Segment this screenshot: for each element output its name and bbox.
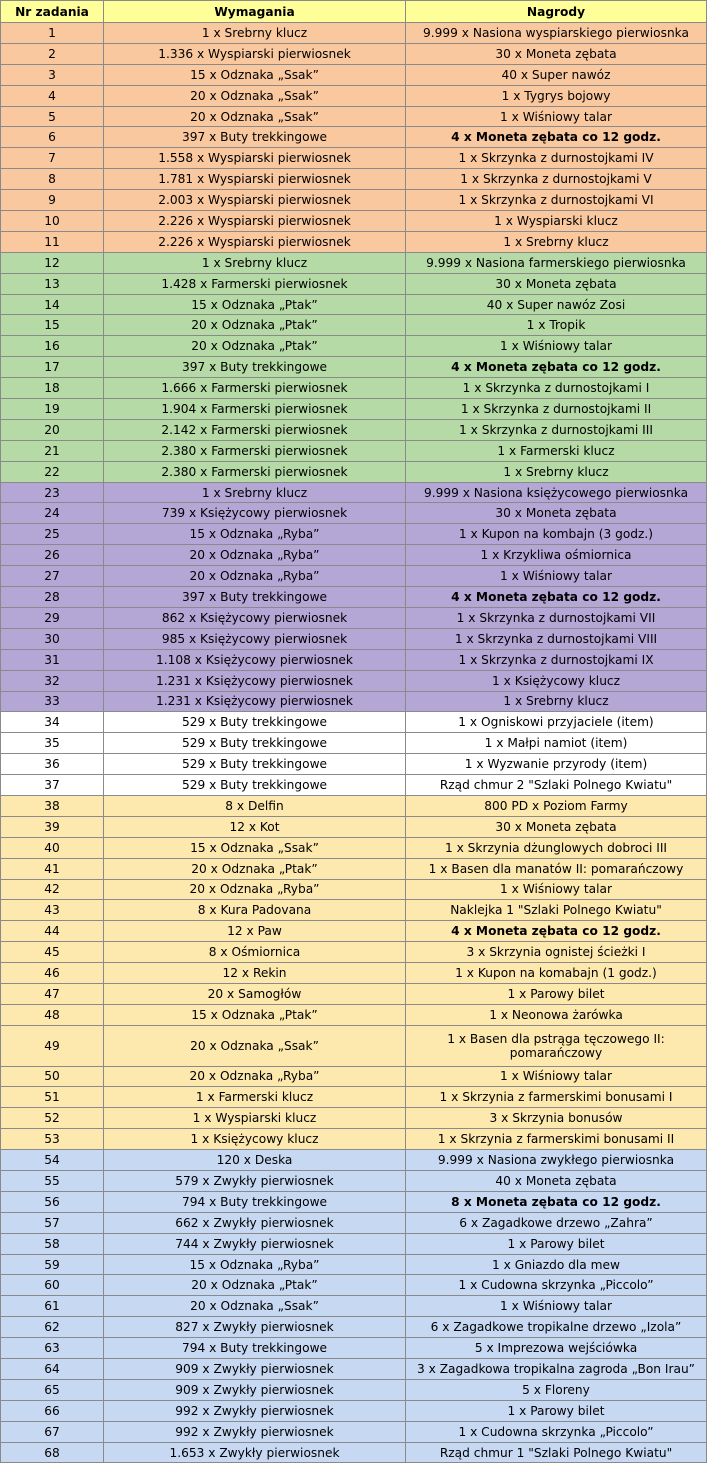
- task-number-cell: 60: [1, 1275, 104, 1296]
- task-number-cell: 68: [1, 1442, 104, 1463]
- table-row: [1, 231, 707, 252]
- reward-cell: 1 x Wiśniowy talar: [406, 106, 707, 127]
- table-row: [1, 148, 707, 169]
- task-number-cell: 28: [1, 587, 104, 608]
- task-number-cell: 33: [1, 691, 104, 712]
- task-number-cell: 26: [1, 545, 104, 566]
- table-row: [1, 419, 707, 440]
- task-number-cell: 10: [1, 211, 104, 232]
- table-row: [1, 1296, 707, 1317]
- table-row: [1, 775, 707, 796]
- reward-cell: 1 x Cudowna skrzynka „Piccolo”: [406, 1275, 707, 1296]
- table-row: [1, 837, 707, 858]
- requirement-cell: 397 x Buty trekkingowe: [104, 587, 406, 608]
- task-number-cell: 63: [1, 1338, 104, 1359]
- reward-cell: 6 x Zagadkowe tropikalne drzewo „Izola”: [406, 1317, 707, 1338]
- task-number-cell: 32: [1, 670, 104, 691]
- reward-cell: 1 x Skrzynia z farmerskimi bonusami I: [406, 1087, 707, 1108]
- table-row: [1, 1212, 707, 1233]
- task-number-cell: 19: [1, 399, 104, 420]
- requirement-cell: 862 x Księżycowy pierwiosnek: [104, 607, 406, 628]
- task-number-cell: 62: [1, 1317, 104, 1338]
- table-row: [1, 1359, 707, 1380]
- reward-cell: 30 x Moneta zębata: [406, 503, 707, 524]
- table-row: [1, 482, 707, 503]
- task-number-cell: 64: [1, 1359, 104, 1380]
- requirement-cell: 909 x Zwykły pierwiosnek: [104, 1359, 406, 1380]
- requirement-cell: 1 x Srebrny klucz: [104, 252, 406, 273]
- task-number-cell: 13: [1, 273, 104, 294]
- reward-cell: 1 x Wiśniowy talar: [406, 1066, 707, 1087]
- table-header: [1, 1, 707, 23]
- reward-cell: 5 x Floreny: [406, 1379, 707, 1400]
- task-number-cell: 11: [1, 231, 104, 252]
- reward-cell: 9.999 x Nasiona farmerskiego pierwiosnka: [406, 252, 707, 273]
- task-number-cell: 14: [1, 294, 104, 315]
- requirement-cell: 15 x Odznaka „Ssak”: [104, 64, 406, 85]
- requirement-cell: 20 x Odznaka „Ssak”: [104, 1296, 406, 1317]
- task-number-cell: 66: [1, 1400, 104, 1421]
- table-row: [1, 587, 707, 608]
- reward-cell: 1 x Skrzynka z durnostojkami III: [406, 419, 707, 440]
- requirement-cell: 12 x Kot: [104, 816, 406, 837]
- reward-cell: 8 x Moneta zębata co 12 godz.: [406, 1191, 707, 1212]
- task-number-cell: 2: [1, 43, 104, 64]
- task-number-cell: 9: [1, 190, 104, 211]
- table-row: [1, 1317, 707, 1338]
- requirement-cell: 985 x Księżycowy pierwiosnek: [104, 628, 406, 649]
- table-row: [1, 983, 707, 1004]
- reward-cell: 1 x Wiśniowy talar: [406, 336, 707, 357]
- task-number-cell: 47: [1, 983, 104, 1004]
- reward-cell: 3 x Skrzynia ognistej ścieżki I: [406, 942, 707, 963]
- reward-cell: 800 PD x Poziom Farmy: [406, 795, 707, 816]
- requirement-cell: 579 x Zwykły pierwiosnek: [104, 1171, 406, 1192]
- requirement-cell: 662 x Zwykły pierwiosnek: [104, 1212, 406, 1233]
- reward-cell: 1 x Wyzwanie przyrody (item): [406, 754, 707, 775]
- requirement-cell: 2.380 x Farmerski pierwiosnek: [104, 440, 406, 461]
- task-number-cell: 4: [1, 85, 104, 106]
- requirement-cell: 12 x Paw: [104, 921, 406, 942]
- task-number-cell: 7: [1, 148, 104, 169]
- table-row: [1, 315, 707, 336]
- table-row: [1, 1379, 707, 1400]
- header-nr: Nr zadania: [1, 1, 104, 23]
- table-row: [1, 1150, 707, 1171]
- reward-cell: 9.999 x Nasiona zwykłego pierwiosnka: [406, 1150, 707, 1171]
- task-number-cell: 20: [1, 419, 104, 440]
- requirement-cell: 15 x Odznaka „Ptak”: [104, 294, 406, 315]
- table-row: [1, 1191, 707, 1212]
- requirement-cell: 20 x Samogłów: [104, 983, 406, 1004]
- task-number-cell: 15: [1, 315, 104, 336]
- reward-cell: 40 x Moneta zębata: [406, 1171, 707, 1192]
- table-row: [1, 1066, 707, 1087]
- table-row: [1, 921, 707, 942]
- table-row: [1, 1421, 707, 1442]
- reward-cell: 40 x Super nawóz Zosi: [406, 294, 707, 315]
- reward-cell: 9.999 x Nasiona wyspiarskiego pierwiosnka: [406, 23, 707, 44]
- reward-cell: 6 x Zagadkowe drzewo „Zahra”: [406, 1212, 707, 1233]
- requirement-cell: 2.226 x Wyspiarski pierwiosnek: [104, 211, 406, 232]
- task-number-cell: 30: [1, 628, 104, 649]
- table-row: [1, 754, 707, 775]
- requirement-cell: 1 x Księżycowy klucz: [104, 1129, 406, 1150]
- requirement-cell: 529 x Buty trekkingowe: [104, 775, 406, 796]
- task-number-cell: 49: [1, 1025, 104, 1066]
- reward-cell: 1 x Gniazdo dla mew: [406, 1254, 707, 1275]
- task-number-cell: 23: [1, 482, 104, 503]
- reward-cell: 5 x Imprezowa wejściówka: [406, 1338, 707, 1359]
- requirement-cell: 794 x Buty trekkingowe: [104, 1191, 406, 1212]
- table-row: [1, 399, 707, 420]
- requirement-cell: 20 x Odznaka „Ptak”: [104, 336, 406, 357]
- reward-cell: 1 x Krzykliwa ośmiornica: [406, 545, 707, 566]
- table-row: [1, 942, 707, 963]
- requirement-cell: 2.226 x Wyspiarski pierwiosnek: [104, 231, 406, 252]
- table-row: [1, 900, 707, 921]
- table-row: [1, 336, 707, 357]
- reward-cell: 1 x Skrzynia z farmerskimi bonusami II: [406, 1129, 707, 1150]
- table-row: [1, 795, 707, 816]
- reward-cell: 30 x Moneta zębata: [406, 816, 707, 837]
- table-row: [1, 1171, 707, 1192]
- header-row: [1, 1, 707, 23]
- table-row: [1, 628, 707, 649]
- task-number-cell: 57: [1, 1212, 104, 1233]
- requirement-cell: 1.904 x Farmerski pierwiosnek: [104, 399, 406, 420]
- task-number-cell: 37: [1, 775, 104, 796]
- task-number-cell: 41: [1, 858, 104, 879]
- reward-cell: 1 x Kupon na komabajn (1 godz.): [406, 963, 707, 984]
- task-number-cell: 16: [1, 336, 104, 357]
- reward-cell: 1 x Skrzynia dżunglowych dobroci III: [406, 837, 707, 858]
- requirement-cell: 2.142 x Farmerski pierwiosnek: [104, 419, 406, 440]
- reward-cell: 4 x Moneta zębata co 12 godz.: [406, 357, 707, 378]
- reward-cell: 1 x Kupon na kombajn (3 godz.): [406, 524, 707, 545]
- requirement-cell: 1 x Farmerski klucz: [104, 1087, 406, 1108]
- reward-cell: 1 x Parowy bilet: [406, 983, 707, 1004]
- table-row: [1, 1275, 707, 1296]
- reward-cell: 1 x Skrzynka z durnostojkami VIII: [406, 628, 707, 649]
- reward-cell: 1 x Srebrny klucz: [406, 691, 707, 712]
- table-row: [1, 294, 707, 315]
- requirement-cell: 15 x Odznaka „Ptak”: [104, 1004, 406, 1025]
- reward-cell: 1 x Skrzynka z durnostojkami II: [406, 399, 707, 420]
- table-row: [1, 357, 707, 378]
- table-row: [1, 273, 707, 294]
- requirement-cell: 739 x Księżycowy pierwiosnek: [104, 503, 406, 524]
- task-number-cell: 42: [1, 879, 104, 900]
- requirement-cell: 529 x Buty trekkingowe: [104, 712, 406, 733]
- table-row: [1, 1400, 707, 1421]
- table-row: [1, 963, 707, 984]
- reward-cell: 1 x Wiśniowy talar: [406, 1296, 707, 1317]
- task-number-cell: 48: [1, 1004, 104, 1025]
- table-row: [1, 1254, 707, 1275]
- table-row: [1, 64, 707, 85]
- reward-cell: 1 x Tropik: [406, 315, 707, 336]
- requirement-cell: 1.666 x Farmerski pierwiosnek: [104, 378, 406, 399]
- requirement-cell: 20 x Odznaka „Ryba”: [104, 545, 406, 566]
- reward-cell: 1 x Skrzynka z durnostojkami I: [406, 378, 707, 399]
- reward-cell: Rząd chmur 2 "Szlaki Polnego Kwiatu": [406, 775, 707, 796]
- reward-cell: 1 x Skrzynka z durnostojkami IV: [406, 148, 707, 169]
- task-number-cell: 12: [1, 252, 104, 273]
- requirement-cell: 1.108 x Księżycowy pierwiosnek: [104, 649, 406, 670]
- table-row: [1, 127, 707, 148]
- requirement-cell: 8 x Ośmiornica: [104, 942, 406, 963]
- requirement-cell: 1.231 x Księżycowy pierwiosnek: [104, 691, 406, 712]
- table-row: [1, 211, 707, 232]
- table-row: [1, 43, 707, 64]
- requirement-cell: 827 x Zwykły pierwiosnek: [104, 1317, 406, 1338]
- task-number-cell: 65: [1, 1379, 104, 1400]
- reward-cell: 1 x Basen dla pstrąga tęczowego II: pomarańczowy: [406, 1025, 707, 1066]
- requirement-cell: 744 x Zwykły pierwiosnek: [104, 1233, 406, 1254]
- reward-cell: 30 x Moneta zębata: [406, 43, 707, 64]
- reward-cell: 1 x Księżycowy klucz: [406, 670, 707, 691]
- requirement-cell: 20 x Odznaka „Ptak”: [104, 858, 406, 879]
- requirement-cell: 15 x Odznaka „Ssak”: [104, 837, 406, 858]
- requirement-cell: 8 x Kura Padovana: [104, 900, 406, 921]
- requirement-cell: 529 x Buty trekkingowe: [104, 733, 406, 754]
- requirement-cell: 909 x Zwykły pierwiosnek: [104, 1379, 406, 1400]
- requirement-cell: 20 x Odznaka „Ptak”: [104, 1275, 406, 1296]
- task-number-cell: 24: [1, 503, 104, 524]
- task-number-cell: 6: [1, 127, 104, 148]
- table-row: [1, 733, 707, 754]
- requirement-cell: 1 x Srebrny klucz: [104, 482, 406, 503]
- table-row: [1, 566, 707, 587]
- requirement-cell: 1.653 x Zwykły pierwiosnek: [104, 1442, 406, 1463]
- reward-cell: 3 x Skrzynia bonusów: [406, 1108, 707, 1129]
- task-number-cell: 5: [1, 106, 104, 127]
- table-row: [1, 879, 707, 900]
- table-row: [1, 858, 707, 879]
- task-number-cell: 45: [1, 942, 104, 963]
- reward-cell: 1 x Neonowa żarówka: [406, 1004, 707, 1025]
- table-row: [1, 1233, 707, 1254]
- requirement-cell: 794 x Buty trekkingowe: [104, 1338, 406, 1359]
- reward-cell: 1 x Wiśniowy talar: [406, 566, 707, 587]
- task-number-cell: 59: [1, 1254, 104, 1275]
- table-row: [1, 106, 707, 127]
- requirement-cell: 12 x Rekin: [104, 963, 406, 984]
- requirement-cell: 20 x Odznaka „Ssak”: [104, 1025, 406, 1066]
- reward-cell: 40 x Super nawóz: [406, 64, 707, 85]
- requirement-cell: 1.231 x Księżycowy pierwiosnek: [104, 670, 406, 691]
- task-number-cell: 21: [1, 440, 104, 461]
- task-number-cell: 39: [1, 816, 104, 837]
- reward-cell: 1 x Tygrys bojowy: [406, 85, 707, 106]
- task-number-cell: 55: [1, 1171, 104, 1192]
- table-row: [1, 649, 707, 670]
- reward-cell: 1 x Cudowna skrzynka „Piccolo”: [406, 1421, 707, 1442]
- requirement-cell: 20 x Odznaka „Ryba”: [104, 1066, 406, 1087]
- task-number-cell: 54: [1, 1150, 104, 1171]
- requirement-cell: 1.336 x Wyspiarski pierwiosnek: [104, 43, 406, 64]
- task-number-cell: 3: [1, 64, 104, 85]
- table-row: [1, 1108, 707, 1129]
- table-row: [1, 85, 707, 106]
- task-number-cell: 44: [1, 921, 104, 942]
- header-requirements: Wymagania: [104, 1, 406, 23]
- reward-cell: 4 x Moneta zębata co 12 godz.: [406, 921, 707, 942]
- requirement-cell: 2.003 x Wyspiarski pierwiosnek: [104, 190, 406, 211]
- requirement-cell: 20 x Odznaka „Ptak”: [104, 315, 406, 336]
- requirement-cell: 15 x Odznaka „Ryba”: [104, 1254, 406, 1275]
- reward-cell: 4 x Moneta zębata co 12 godz.: [406, 587, 707, 608]
- requirement-cell: 992 x Zwykły pierwiosnek: [104, 1400, 406, 1421]
- task-number-cell: 38: [1, 795, 104, 816]
- table-row: [1, 23, 707, 44]
- task-number-cell: 67: [1, 1421, 104, 1442]
- reward-cell: 1 x Parowy bilet: [406, 1233, 707, 1254]
- table-row: [1, 378, 707, 399]
- reward-cell: 1 x Parowy bilet: [406, 1400, 707, 1421]
- requirement-cell: 992 x Zwykły pierwiosnek: [104, 1421, 406, 1442]
- table-row: [1, 1087, 707, 1108]
- reward-cell: 1 x Srebrny klucz: [406, 461, 707, 482]
- task-number-cell: 56: [1, 1191, 104, 1212]
- reward-cell: Rząd chmur 1 "Szlaki Polnego Kwiatu": [406, 1442, 707, 1463]
- reward-cell: 9.999 x Nasiona księżycowego pierwiosnka: [406, 482, 707, 503]
- reward-cell: 30 x Moneta zębata: [406, 273, 707, 294]
- table-row: [1, 440, 707, 461]
- reward-cell: Naklejka 1 "Szlaki Polnego Kwiatu": [406, 900, 707, 921]
- task-number-cell: 34: [1, 712, 104, 733]
- table-row: [1, 1442, 707, 1463]
- requirement-cell: 1 x Wyspiarski klucz: [104, 1108, 406, 1129]
- task-number-cell: 43: [1, 900, 104, 921]
- reward-cell: 4 x Moneta zębata co 12 godz.: [406, 127, 707, 148]
- task-number-cell: 27: [1, 566, 104, 587]
- requirement-cell: 397 x Buty trekkingowe: [104, 127, 406, 148]
- requirement-cell: 1.781 x Wyspiarski pierwiosnek: [104, 169, 406, 190]
- table-row: [1, 607, 707, 628]
- task-number-cell: 31: [1, 649, 104, 670]
- requirement-cell: 1.428 x Farmerski pierwiosnek: [104, 273, 406, 294]
- reward-cell: 3 x Zagadkowa tropikalna zagroda „Bon Irau”: [406, 1359, 707, 1380]
- task-number-cell: 17: [1, 357, 104, 378]
- requirement-cell: 20 x Odznaka „Ryba”: [104, 879, 406, 900]
- reward-cell: 1 x Basen dla manatów II: pomarańczowy: [406, 858, 707, 879]
- task-number-cell: 58: [1, 1233, 104, 1254]
- task-number-cell: 1: [1, 23, 104, 44]
- task-number-cell: 22: [1, 461, 104, 482]
- task-number-cell: 29: [1, 607, 104, 628]
- table-row: [1, 816, 707, 837]
- reward-cell: 1 x Skrzynka z durnostojkami IX: [406, 649, 707, 670]
- table-row: [1, 691, 707, 712]
- requirement-cell: 15 x Odznaka „Ryba”: [104, 524, 406, 545]
- table-row: [1, 545, 707, 566]
- table-row: [1, 503, 707, 524]
- table-row: [1, 1025, 707, 1066]
- task-number-cell: 40: [1, 837, 104, 858]
- task-number-cell: 51: [1, 1087, 104, 1108]
- table-row: [1, 670, 707, 691]
- reward-cell: 1 x Skrzynka z durnostojkami VI: [406, 190, 707, 211]
- requirement-cell: 2.380 x Farmerski pierwiosnek: [104, 461, 406, 482]
- task-number-cell: 25: [1, 524, 104, 545]
- task-number-cell: 35: [1, 733, 104, 754]
- reward-cell: 1 x Ogniskowi przyjaciele (item): [406, 712, 707, 733]
- table-row: [1, 1338, 707, 1359]
- reward-cell: 1 x Srebrny klucz: [406, 231, 707, 252]
- requirement-cell: 397 x Buty trekkingowe: [104, 357, 406, 378]
- table-row: [1, 712, 707, 733]
- reward-cell: 1 x Skrzynka z durnostojkami VII: [406, 607, 707, 628]
- task-number-cell: 36: [1, 754, 104, 775]
- reward-cell: 1 x Farmerski klucz: [406, 440, 707, 461]
- reward-cell: 1 x Wiśniowy talar: [406, 879, 707, 900]
- task-number-cell: 8: [1, 169, 104, 190]
- requirement-cell: 20 x Odznaka „Ssak”: [104, 85, 406, 106]
- header-rewards: Nagrody: [406, 1, 707, 23]
- table-body: [1, 23, 707, 1463]
- requirement-cell: 529 x Buty trekkingowe: [104, 754, 406, 775]
- table-row: [1, 1129, 707, 1150]
- task-number-cell: 61: [1, 1296, 104, 1317]
- table-row: [1, 1004, 707, 1025]
- reward-cell: 1 x Małpi namiot (item): [406, 733, 707, 754]
- reward-cell: 1 x Wyspiarski klucz: [406, 211, 707, 232]
- requirement-cell: 20 x Odznaka „Ssak”: [104, 106, 406, 127]
- table-row: [1, 461, 707, 482]
- task-number-cell: 18: [1, 378, 104, 399]
- requirement-cell: 120 x Deska: [104, 1150, 406, 1171]
- task-number-cell: 50: [1, 1066, 104, 1087]
- task-number-cell: 46: [1, 963, 104, 984]
- table-row: [1, 524, 707, 545]
- table-row: [1, 190, 707, 211]
- requirement-cell: 1.558 x Wyspiarski pierwiosnek: [104, 148, 406, 169]
- task-number-cell: 53: [1, 1129, 104, 1150]
- task-number-cell: 52: [1, 1108, 104, 1129]
- table-row: [1, 169, 707, 190]
- requirement-cell: 20 x Odznaka „Ryba”: [104, 566, 406, 587]
- requirement-cell: 8 x Delfin: [104, 795, 406, 816]
- reward-cell: 1 x Skrzynka z durnostojkami V: [406, 169, 707, 190]
- requirement-cell: 1 x Srebrny klucz: [104, 23, 406, 44]
- table-row: [1, 252, 707, 273]
